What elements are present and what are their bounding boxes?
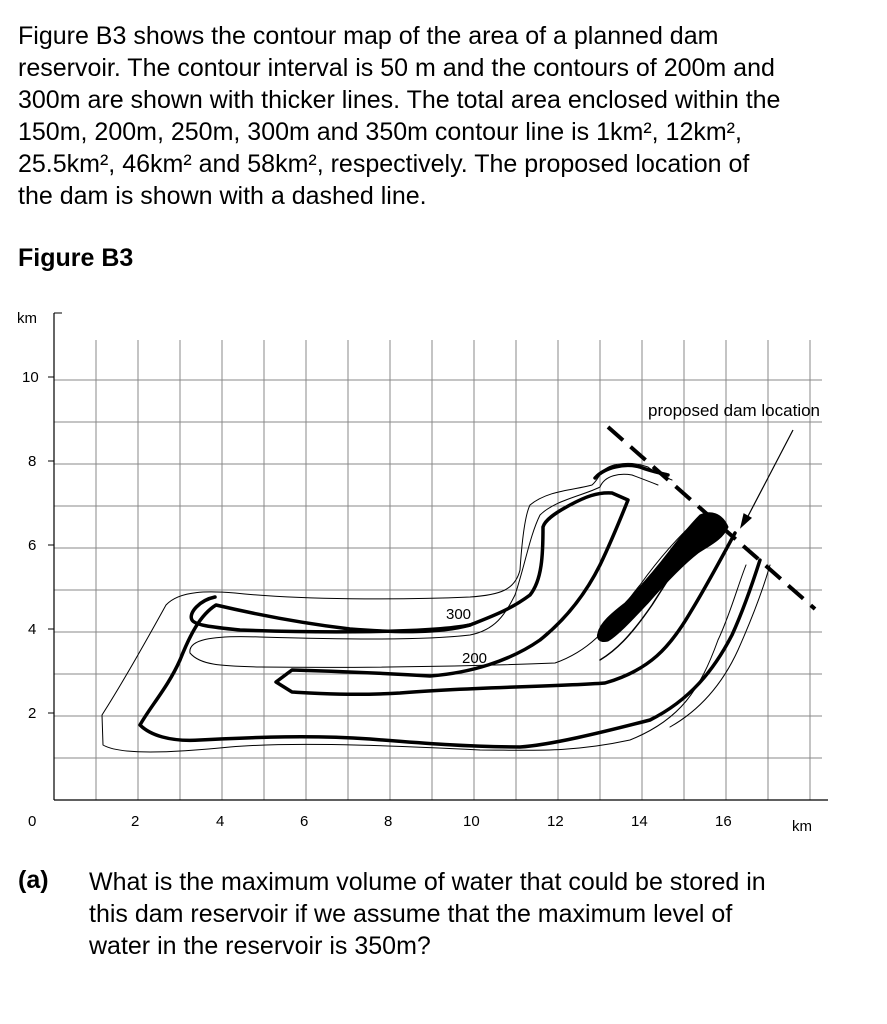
y-axis — [48, 313, 62, 713]
x-tick-label: 12 — [547, 813, 564, 830]
x-tick-label: 6 — [300, 813, 309, 830]
x-tick-label: 14 — [631, 813, 648, 830]
statement-line: the dam is shown with a dashed line. — [18, 182, 427, 210]
dam-line — [608, 427, 815, 609]
x-unit-label: km — [792, 818, 812, 835]
figure-title: Figure B3 — [18, 244, 134, 272]
dam-arrow — [741, 430, 793, 527]
question-label: (a) — [18, 866, 49, 894]
statement-line: reservoir. The contour interval is 50 m and the contours of 200m and — [18, 54, 775, 82]
question-line: water in the reservoir is 350m? — [89, 932, 431, 960]
y-tick-label: 6 — [28, 537, 37, 554]
y-tick-label: 10 — [22, 369, 39, 386]
x-tick-label: 16 — [715, 813, 732, 830]
contour-label-300: 300 — [446, 606, 472, 623]
x-tick-label: 10 — [463, 813, 480, 830]
contour-150m-inner — [190, 474, 700, 667]
contour-map — [0, 295, 887, 855]
origin-label: 0 — [28, 813, 37, 830]
x-tick-label: 2 — [131, 813, 140, 830]
question-line: What is the maximum volume of water that could be stored in — [89, 868, 766, 896]
dam-location-label: proposed dam location — [648, 401, 821, 420]
contour-label-200: 200 — [462, 650, 488, 667]
x-tick-label: 4 — [216, 813, 225, 830]
question-text — [89, 866, 855, 962]
statement-line: 25.5km², 46km² and 58km², respectively. The proposed location of — [18, 150, 750, 178]
deep-pool — [597, 513, 728, 642]
y-tick-label: 8 — [28, 453, 37, 470]
y-tick-label: 4 — [28, 621, 37, 638]
y-tick-label: 2 — [28, 705, 37, 722]
question-line: this dam reservoir if we assume that the maximum level of — [89, 900, 733, 928]
statement-line: 300m are shown with thicker lines. The total area enclosed within the — [18, 86, 781, 114]
y-unit-label: km — [17, 310, 37, 327]
problem-statement — [18, 20, 856, 212]
axes — [54, 313, 828, 800]
x-tick-label: 8 — [384, 813, 393, 830]
contours — [102, 463, 770, 752]
statement-line: 150m, 200m, 250m, 300m and 350m contour line is 1km², 12km², — [18, 118, 742, 146]
statement-line: Figure B3 shows the contour map of the area of a planned dam — [18, 22, 719, 50]
